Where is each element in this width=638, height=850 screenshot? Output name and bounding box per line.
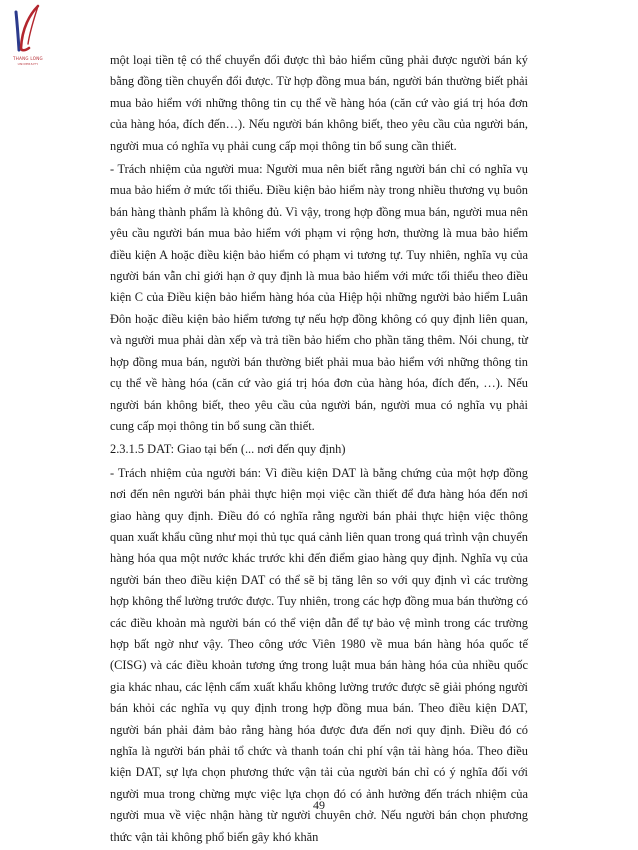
body-text xyxy=(110,50,528,850)
logo-tagline: UNIVERSITY xyxy=(17,62,39,66)
logo-mark-icon xyxy=(8,4,48,56)
university-logo xyxy=(8,4,48,68)
page-number: 49 xyxy=(313,798,325,812)
paragraph-buyer-responsibility: - Trách nhiệm của người mua: Người mua nên biết rằng người bán chỉ có nghĩa vụ mua bảo hiểm ở mức tối thiểu. Điều kiện bảo hiểm này trong nhiều thương vụ buôn bán hàng thành phẩm là không đủ. Vì vậy, trong hợp đồng mua bán, người mua nên yêu cầu người bán mua bảo hiểm với phạm vi rộng hơn, thường là mua bảo hiểm điều kiện A hoặc điều kiện bảo hiểm có phạm vi tương tự. Tuy nhiên, nghĩa vụ của người bán vẫn chỉ giới hạn ở quy định là mua bảo hiểm với mức tối thiểu theo điều kiện C của Điều kiện bảo hiểm hàng hóa của Hiệp hội những người bảo hiểm Luân Đôn hoặc điều kiện bảo hiểm tương tự nếu hợp đồng không có quy định liên quan, và người mua phải dàn xếp và trả tiền bảo hiểm cho phần tăng thêm. Nói chung, từ hợp đồng mua bán, người bán thường biết phải mua bảo hiểm với những thông tin cụ thể về hàng hóa (căn cứ vào giá trị hóa đơn của hàng hóa, đích đến, …). Nếu người bán không biết, theo yêu cầu của người bán, người mua có nghĩa vụ phải cung cấp mọi thông tin bổ sung cần thiết. xyxy=(110,162,528,433)
paragraph-seller-responsibility: - Trách nhiệm của người bán: Vì điều kiện DAT là bằng chứng của một hợp đồng nơi đến nên người bán phải thực hiện mọi việc cần thiết để đưa hàng hóa đến nơi giao hàng quy định. Điều đó có nghĩa rằng người bán phải thực hiện việc thông quan xuất khẩu cũng như mọi thủ tục quá cảnh liên quan trong quá trình vận chuyển hàng hóa qua một nước khác trước khi đến điểm giao hàng quy định. Nghĩa vụ của người bán theo điều kiện DAT có thể sẽ bị tăng lên so với quy định vì các trường hợp không thể lường trước được. Tuy nhiên, trong các hợp đồng mua bán thường có các điều khoản mà người bán có thể viện dẫn để tự bảo vệ mình trong các trường hợp bất ngờ như vậy. Theo công ước Viên 1980 về mua bán hàng hóa quốc tế (CISG) và các điều khoản tương ứng trong luật mua bán hàng hóa của nhiều quốc gia khác nhau, các lệnh cấm xuất khẩu không lường trước được sẽ giải phóng người bán khỏi các nghĩa vụ quy định trong hợp đồng mua bán. Theo điều kiện DAT, người bán phải đảm bảo rằng hàng hóa được đưa đến nơi quy định. Điều đó có nghĩa là người bán phải tổ chức và thanh toán chi phí vận tải hàng hóa. Theo điều kiện DAT, sự lựa chọn phương thức vận tải của người bán chỉ có ý nghĩa đối với người mua trong chừng mực việc lựa chọn đó có ảnh hưởng đến trách nhiệm của người mua về việc nhận hàng từ người chuyên chở. Nếu người bán chọn phương thức vận tải không phổ biến gây khó khăn xyxy=(110,465,528,844)
paragraph-insurance-currency: một loại tiền tệ có thể chuyển đổi được thì bảo hiểm cũng phải được người bán ký bằng đồng tiền chuyển đổi được. Từ hợp đồng mua bán, người bán thường biết phải mua bảo hiểm với những thông tin cụ thể về hàng hóa (căn cứ vào giá trị hóa đơn của hàng hóa, đích đến…). Nếu người bán không biết, theo yêu cầu của người bán, người mua có nghĩa vụ phải cung cấp mọi thông tin bổ sung cần thiết. xyxy=(110,53,528,153)
section-heading-dat: 2.3.1.5 DAT: Giao tại bến (... nơi đến quy định) xyxy=(110,442,346,457)
logo-name: THANG LONG xyxy=(13,56,43,61)
